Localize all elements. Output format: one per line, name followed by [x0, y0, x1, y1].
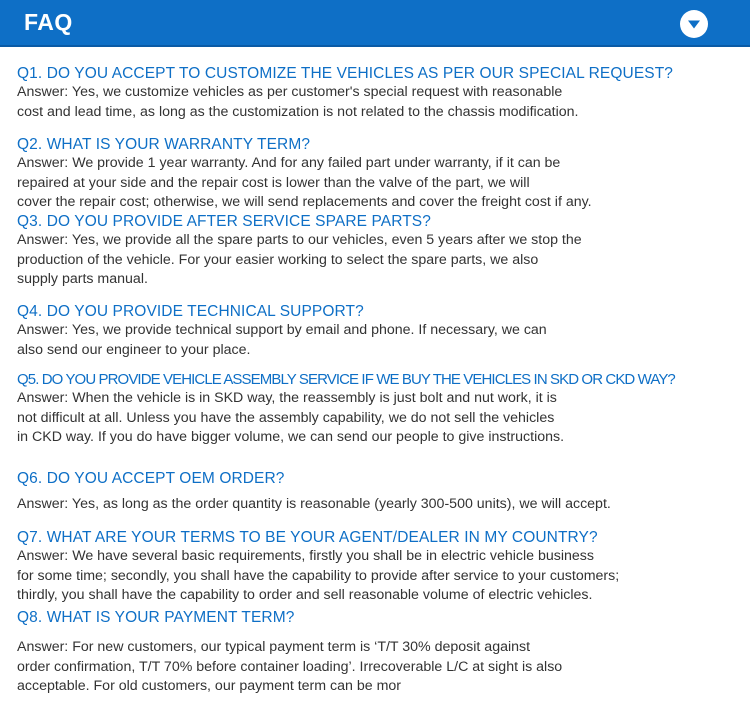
answer-line: order confirmation, T/T 70% before container loading’. Irrecoverable L/C at sight is also [17, 658, 563, 675]
faq-item-q8 [17, 608, 747, 697]
faq-item-q2 [17, 135, 747, 213]
faq-item-q7 [17, 528, 747, 606]
faq-question: Q6. DO YOU ACCEPT OEM ORDER? [17, 470, 285, 487]
answer-line: also send our engineer to your place. [17, 341, 251, 358]
answer-line: cost and lead time, as long as the customization is not related to the chassis modification. [17, 103, 579, 120]
answer-line: repaired at your side and the repair cost is lower than the valve of the part, we will [17, 174, 530, 191]
faq-answer [17, 231, 747, 290]
answer-line: Answer: Yes, we customize vehicles as per customer's special request with reasonable [17, 84, 563, 100]
faq-question: Q8. WHAT IS YOUR PAYMENT TERM? [17, 609, 295, 626]
answer-line: supply parts manual. [17, 271, 148, 287]
chevron-down-icon [680, 10, 708, 38]
answer-line: not difficult at all. Unless you have the assembly capability, we do not sell the vehicles [17, 409, 555, 426]
faq-answer [17, 495, 747, 515]
faq-question: Q4. DO YOU PROVIDE TECHNICAL SUPPORT? [17, 303, 364, 320]
faq-item-q6 [17, 469, 747, 515]
faq-item-q4 [17, 302, 747, 360]
answer-line: Answer: For new customers, our typical payment term is ‘T/T 30% deposit against [17, 639, 531, 655]
faq-question: Q2. WHAT IS YOUR WARRANTY TERM? [17, 136, 311, 153]
faq-question: Q7. WHAT ARE YOUR TERMS TO BE YOUR AGENT/DEALER IN MY COUNTRY? [17, 529, 598, 546]
faq-answer [17, 389, 747, 448]
answer-line: Answer: We have several basic requirements, firstly you shall be in electric vehicle business [17, 548, 594, 564]
faq-answer [17, 321, 747, 360]
answer-line: production of the vehicle. For your easier working to select the spare parts, we also [17, 251, 539, 268]
faq-answer [17, 154, 747, 213]
answer-line: for some time; secondly, you shall have the capability to provide after service to your customers; [17, 567, 620, 584]
faq-answer [17, 83, 747, 122]
faq-header-bar [0, 0, 750, 47]
answer-line: thirdly, you shall have the capability to order and sell reasonable volume of electric vehicles. [17, 587, 593, 603]
answer-line: Answer: Yes, we provide technical support by email and phone. If necessary, we can [17, 322, 547, 338]
faq-item-q5 [17, 370, 747, 448]
faq-answer [17, 547, 747, 606]
answer-line: Answer: When the vehicle is in SKD way, the reassembly is just bolt and nut work, it is [17, 390, 557, 406]
page-title: FAQ [24, 9, 73, 35]
answer-line: Answer: Yes, we provide all the spare parts to our vehicles, even 5 years after we stop the [17, 232, 582, 248]
answer-line: acceptable. For old customers, our payment term can be mor [17, 678, 402, 694]
faq-answer [17, 638, 747, 697]
faq-question: Q5. DO YOU PROVIDE VEHICLE ASSEMBLY SERVICE IF WE BUY THE VEHICLES IN SKD OR CKD WAY? [17, 371, 675, 388]
faq-item-q1 [17, 64, 747, 122]
collapse-toggle-button[interactable] [680, 10, 708, 38]
faq-question: Q1. DO YOU ACCEPT TO CUSTOMIZE THE VEHICLES AS PER OUR SPECIAL REQUEST? [17, 65, 673, 82]
answer-line: Answer: We provide 1 year warranty. And for any failed part under warranty, if it can be [17, 155, 561, 171]
answer-line: in CKD way. If you do have bigger volume, we can send our people to give instructions. [17, 429, 565, 445]
faq-question: Q3. DO YOU PROVIDE AFTER SERVICE SPARE PARTS? [17, 213, 431, 230]
faq-item-q3 [17, 212, 747, 290]
answer-line: cover the repair cost; otherwise, we will send replacements and cover the freight cost if any. [17, 194, 592, 210]
answer-line: Answer: Yes, as long as the order quantity is reasonable (yearly 300-500 units), we will accept. [17, 496, 611, 512]
